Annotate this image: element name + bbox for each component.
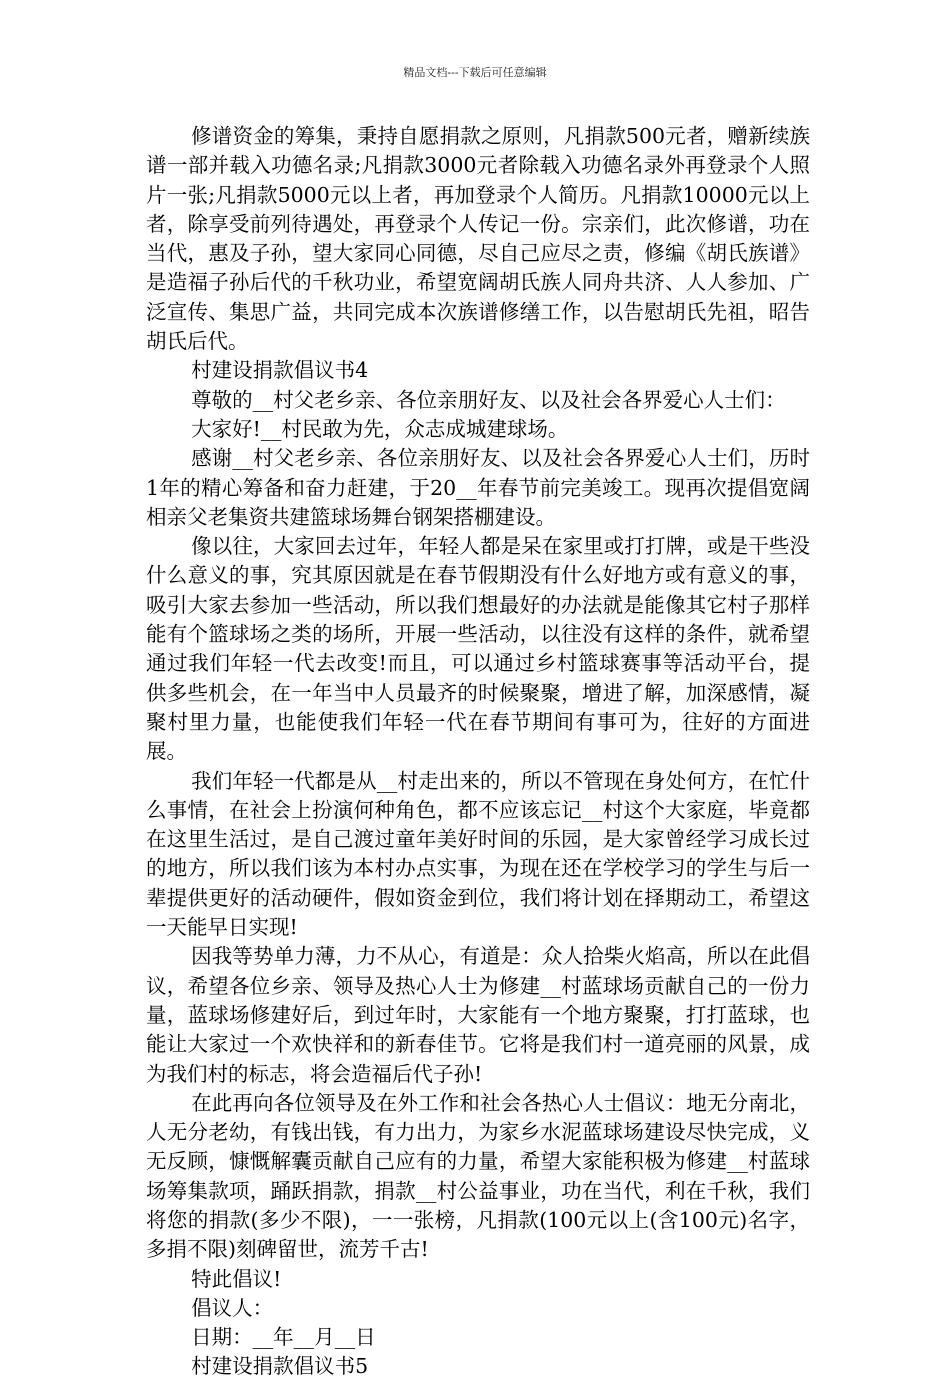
greeting: 大家好!__村民敢为先，众志成城建球场。 — [191, 416, 569, 441]
initiator-line: 倡议人： — [191, 1295, 274, 1320]
paragraph-donation-rules: 修谱资金的筹集，秉持自愿捐款之原则，凡捐款500元者，赠新续族谱一部并载入功德名录;凡捐款3000元者除载入功德名录外再登录个人照片一张;凡捐款5000元以上者，再加登录个人简历。凡捐款10000元以上者，除享受前列待遇处，再登录个人传记一份。宗亲们，此次修谱，功在当代，惠及子孙，望大家同心同德，尽自己应尽之责，修编《胡氏族谱》是造福子孙后代的千秋功业，希望宽阔胡氏族人同舟共济、人人参加、广泛宣传、集思广益，共同完成本次族谱修缮工作，以告慰胡氏先祖，昭告胡氏后代。 — [146, 124, 810, 354]
paragraph-thanks: 感谢__村父老乡亲、各位亲朋好友、以及社会各界爱心人士们，历时1年的精心筹备和奋力赶建，于20__年春节前完美竣工。现再次提倡宽阔相亲父老集资共建篮球场舞台钢架搭棚建设。 — [146, 446, 810, 529]
page-header: 精品文档---下载后可任意编辑 — [403, 66, 547, 79]
paragraph-appeal: 因我等势单力薄，力不从心，有道是：众人拾柴火焰高，所以在此倡议，希望各位乡亲、领导及热心人士为修建__村蓝球场贡献自己的一份力量，蓝球场修建好后，到过年时，大家能有一个地方聚聚，打打蓝球，也能让大家过一个欢快祥和的新春佳节。它将是我们村一道亮丽的风景，成为我们村的标志，将会造福后代子孙! — [146, 944, 810, 1086]
section-heading-5: 村建设捐款倡议书5 — [191, 1354, 369, 1379]
paragraph-background: 像以往，大家回去过年，年轻人都是呆在家里或打打牌，或是干些没什么意义的事，究其原因就是在春节假期没有什么好地方或有意义的事，吸引大家去参加一些活动，所以我们想最好的办法就是能像其它村子那样能有个篮球场之类的场所，开展一些活动，以往没有这样的条件，就希望通过我们年轻一代去改变!而且，可以通过乡村篮球赛事等活动平台，提供多些机会，在一年当中人员最齐的时候聚聚，增进了解，加深感情，凝聚村里力量，也能使我们年轻一代在春节期间有事可为，往好的方面进展。 — [146, 534, 810, 764]
section-heading-4: 村建设捐款倡议书4 — [191, 358, 369, 383]
paragraph-young-generation: 我们年轻一代都是从__村走出来的，所以不管现在身处何方，在忙什么事情，在社会上扮演何种角色，都不应该忘记__村这个大家庭，毕竟都在这里生活过，是自己渡过童年美好时间的乐园，是大家曾经学习成长过的地方，所以我们该为本村办点实事，为现在还在学校学习的学生与后一辈提供更好的活动硬件，假如资金到位，我们将计划在择期动工，希望这一天能早日实现! — [146, 768, 810, 940]
document-body — [146, 122, 810, 1382]
closing-line: 特此倡议! — [191, 1266, 282, 1291]
paragraph-call-to-action: 在此再向各位领导及在外工作和社会各热心人士倡议：地无分南北，人无分老幼，有钱出钱，有力出力，为家乡水泥蓝球场建设尽快完成，义无反顾，慷慨解囊贡献自己应有的力量，希望大家能积极为修建__村蓝球场筹集款项，踊跃捐款，捐款__村公益事业，功在当代，利在千秋，我们将您的捐款(多少不限)，一一张榜，凡捐款(100元以上(含100元)名字，多捐不限)刻碑留世，流芳千古! — [146, 1090, 810, 1262]
date-line: 日期：__年__月__日 — [191, 1325, 376, 1350]
salutation: 尊敬的__村父老乡亲、各位亲朋好友、以及社会各界爱心人士们： — [191, 387, 786, 412]
